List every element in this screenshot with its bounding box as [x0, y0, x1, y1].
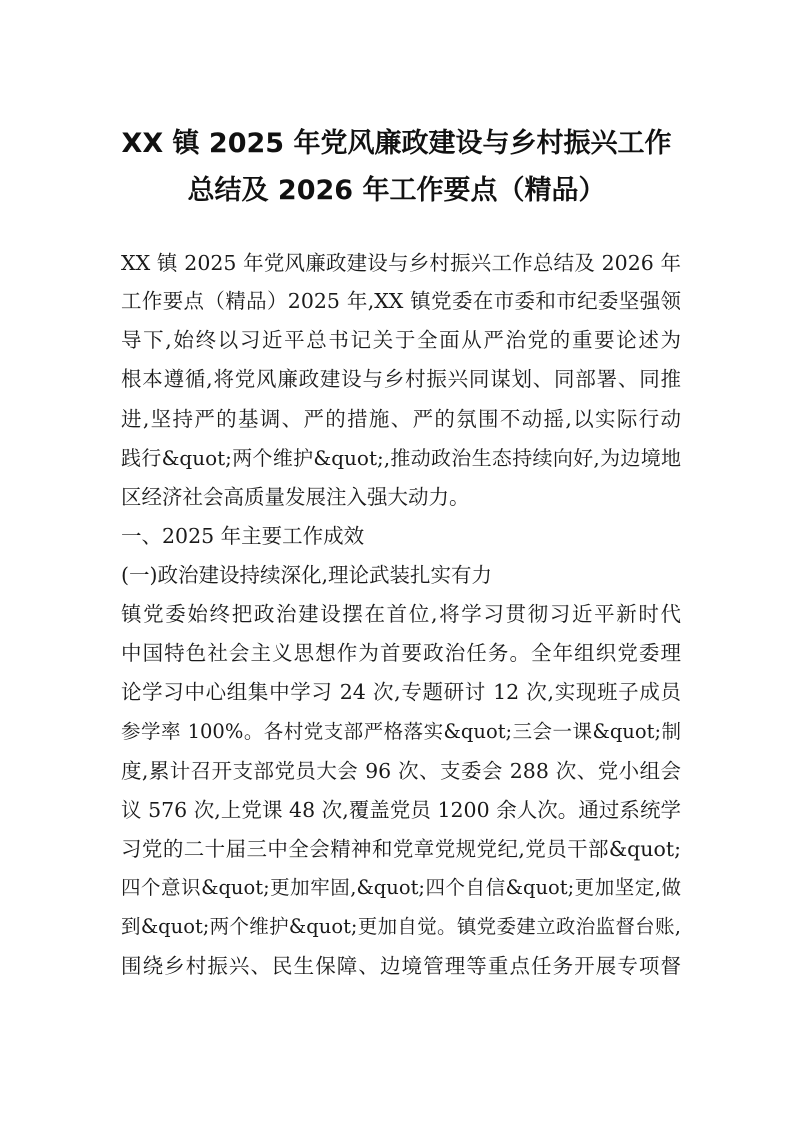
document-title-line-2: 总结及 2026 年工作要点（精品）: [187, 175, 606, 206]
body-line: 导下,始终以习近平总书记关于全面从严治党的重要论述为: [121, 328, 681, 352]
body-line: 区经济社会高质量发展注入强大动力。: [121, 485, 470, 509]
body-line: 度,累计召开支部党员大会 96 次、支委会 288 次、党小组会: [121, 759, 681, 783]
body-line: 论学习中心组集中学习 24 次,专题研讨 12 次,实现班子成员: [121, 680, 681, 704]
body-line: 践行&quot;两个维护&quot;,推动政治生态持续向好,为边境地: [121, 446, 681, 470]
body-line: 围绕乡村振兴、民生保障、边境管理等重点任务开展专项督: [121, 954, 681, 978]
body-line: 参学率 100%。各村党支部严格落实&quot;三会一课&quot;制: [121, 720, 681, 743]
body-line: 到&quot;两个维护&quot;更加自觉。镇党委建立政治监督台账,: [121, 915, 681, 938]
body-line: 进,坚持严的基调、严的措施、严的氛围不动摇,以实际行动: [121, 407, 681, 431]
body-line: 习党的二十届三中全会精神和党章党规党纪,党员干部&quot;: [121, 837, 681, 861]
body-line: 议 576 次,上党课 48 次,覆盖党员 1200 余人次。通过系统学: [121, 798, 681, 822]
body-line: XX 镇 2025 年党风廉政建设与乡村振兴工作总结及 2026 年: [121, 251, 681, 275]
document-title-line-1: XX 镇 2025 年党风廉政建设与乡村振兴工作: [121, 128, 672, 159]
body-line: 四个意识&quot;更加牢固,&quot;四个自信&quot;更加坚定,做: [121, 876, 681, 899]
body-line: 中国特色社会主义思想作为首要政治任务。全年组织党委理: [121, 641, 681, 665]
subsection-heading: (一)政治建设持续深化,理论武装扎实有力: [121, 563, 493, 587]
body-line: 镇党委始终把政治建设摆在首位,将学习贯彻习近平新时代: [121, 602, 681, 626]
body-line: 工作要点（精品）2025 年,XX 镇党委在市委和市纪委坚强领: [121, 289, 681, 313]
body-line: 根本遵循,将党风廉政建设与乡村振兴同谋划、同部署、同推: [121, 367, 681, 391]
section-heading: 一、2025 年主要工作成效: [121, 524, 365, 548]
